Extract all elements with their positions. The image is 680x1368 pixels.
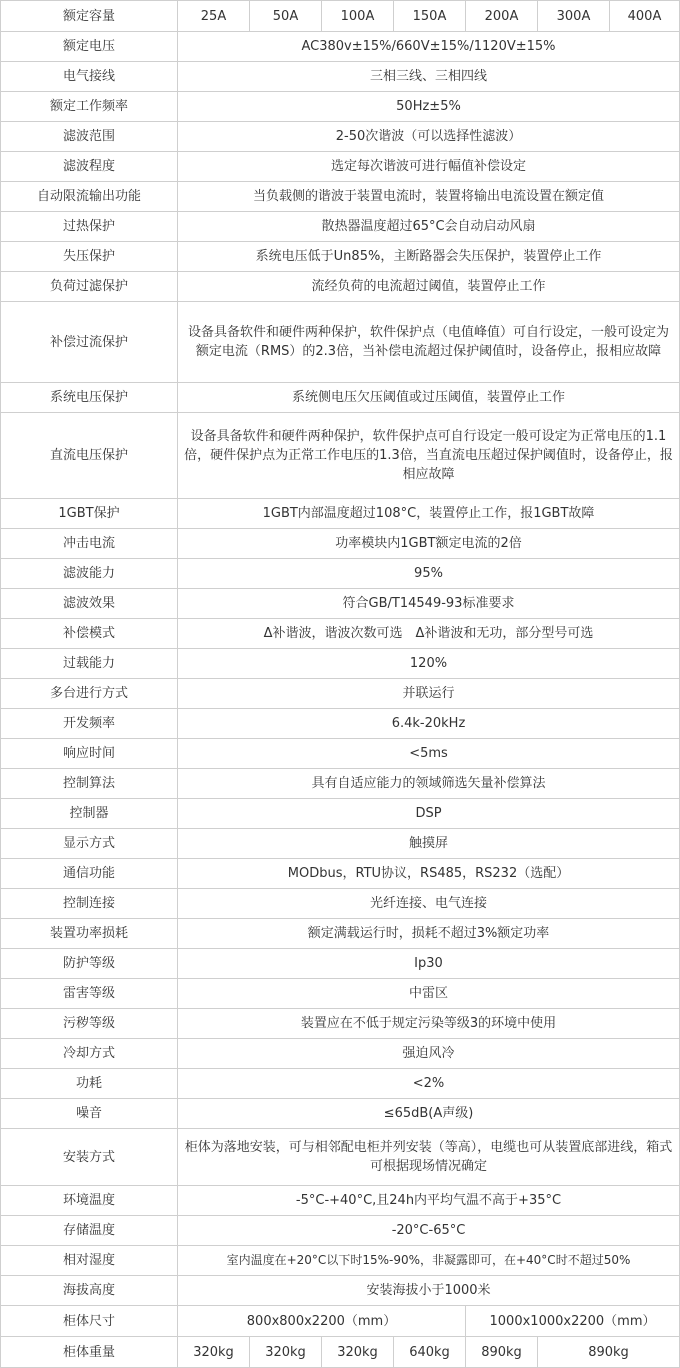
- spec-row: [1, 769, 680, 799]
- spec-value: 系统电压低于Un85%，主断路器会失压保护，装置停止工作: [178, 242, 680, 272]
- spec-row: [1, 383, 680, 413]
- spec-value: 额定满载运行时，损耗不超过3%额定功率: [178, 919, 680, 949]
- spec-row: [1, 649, 680, 679]
- spec-value: 强迫风冷: [178, 1039, 680, 1069]
- weight-value: 320kg: [250, 1337, 322, 1368]
- spec-label: 滤波范围: [1, 122, 178, 152]
- spec-value: 设备具备软件和硬件两种保护，软件保护点（电值峰值）可自行设定，一般可设定为额定电流（RMS）的2.3倍，当补偿电流超过保护阈值时，设备停止，报相应故障: [178, 302, 680, 383]
- spec-label: 海拔高度: [1, 1276, 178, 1306]
- spec-label: 响应时间: [1, 739, 178, 769]
- spec-label: 环境温度: [1, 1186, 178, 1216]
- spec-row: [1, 1246, 680, 1276]
- spec-value: 柜体为落地安装，可与相邻配电柜并列安装（等高），电缆也可从装置底部进线，箱式可根据现场情况确定: [178, 1129, 680, 1186]
- spec-row: [1, 889, 680, 919]
- spec-row: [1, 1216, 680, 1246]
- spec-label: 装置功率损耗: [1, 919, 178, 949]
- cabinet-size-label: 柜体尺寸: [1, 1306, 178, 1337]
- spec-label: 控制器: [1, 799, 178, 829]
- spec-row: [1, 589, 680, 619]
- spec-value: 50Hz±5%: [178, 92, 680, 122]
- spec-row: [1, 302, 680, 383]
- spec-label: 开发频率: [1, 709, 178, 739]
- spec-row: [1, 709, 680, 739]
- weight-value: 320kg: [178, 1337, 250, 1368]
- spec-value: Δ补谐波，谐波次数可选 Δ补谐波和无功，部分型号可选: [178, 619, 680, 649]
- spec-value: 120%: [178, 649, 680, 679]
- spec-value: 安装海拔小于1000米: [178, 1276, 680, 1306]
- spec-row: [1, 1039, 680, 1069]
- spec-value: 室内温度在+20°C以下时15%-90%，非凝露即可，在+40°C时不超过50%: [178, 1246, 680, 1276]
- weight-value: 890kg: [538, 1337, 680, 1368]
- spec-label: 防护等级: [1, 949, 178, 979]
- spec-row: [1, 1186, 680, 1216]
- spec-row: [1, 1009, 680, 1039]
- spec-label: 控制连接: [1, 889, 178, 919]
- spec-label: 冷却方式: [1, 1039, 178, 1069]
- capacity-value: 300A: [538, 1, 610, 32]
- cabinet-weight-label: 柜体重量: [1, 1337, 178, 1368]
- spec-label: 补偿模式: [1, 619, 178, 649]
- cabinet-weight-row: [1, 1337, 680, 1368]
- rated-capacity-label: 额定容量: [1, 1, 178, 32]
- spec-value: 光纤连接、电气连接: [178, 889, 680, 919]
- spec-label: 滤波效果: [1, 589, 178, 619]
- spec-value: -5°C-+40°C,且24h内平均气温不高于+35°C: [178, 1186, 680, 1216]
- spec-row: [1, 499, 680, 529]
- spec-label: 控制算法: [1, 769, 178, 799]
- spec-row: [1, 92, 680, 122]
- spec-value: 当负载侧的谐波于装置电流时，装置将输出电流设置在额定值: [178, 182, 680, 212]
- spec-value: AC380v±15%/660V±15%/1120V±15%: [178, 32, 680, 62]
- spec-row: [1, 242, 680, 272]
- spec-value: 符合GB/T14549-93标准要求: [178, 589, 680, 619]
- spec-row: [1, 1276, 680, 1306]
- spec-value: 具有自适应能力的领域筛选矢量补偿算法: [178, 769, 680, 799]
- spec-label: 额定电压: [1, 32, 178, 62]
- spec-label: 冲击电流: [1, 529, 178, 559]
- spec-label: 负荷过滤保护: [1, 272, 178, 302]
- capacity-value: 25A: [178, 1, 250, 32]
- spec-value: 流经负荷的电流超过阈值，装置停止工作: [178, 272, 680, 302]
- spec-label: 直流电压保护: [1, 413, 178, 499]
- spec-value: Ip30: [178, 949, 680, 979]
- spec-label: 自动限流输出功能: [1, 182, 178, 212]
- spec-row: [1, 799, 680, 829]
- spec-value: 6.4k-20kHz: [178, 709, 680, 739]
- spec-label: 失压保护: [1, 242, 178, 272]
- spec-label: 额定工作频率: [1, 92, 178, 122]
- spec-label: 污秽等级: [1, 1009, 178, 1039]
- weight-value: 320kg: [322, 1337, 394, 1368]
- spec-value: -20°C-65°C: [178, 1216, 680, 1246]
- spec-row: [1, 1069, 680, 1099]
- spec-row: [1, 559, 680, 589]
- cabinet-size-small: 800x800x2200（mm）: [178, 1306, 466, 1337]
- spec-value: 系统侧电压欠压阈值或过压阈值，装置停止工作: [178, 383, 680, 413]
- spec-row: [1, 182, 680, 212]
- spec-value: ≤65dB(A声级): [178, 1099, 680, 1129]
- spec-label: 存储温度: [1, 1216, 178, 1246]
- spec-row: [1, 859, 680, 889]
- cabinet-size-large: 1000x1000x2200（mm）: [466, 1306, 680, 1337]
- spec-row: [1, 62, 680, 92]
- weight-value: 640kg: [394, 1337, 466, 1368]
- spec-row: [1, 32, 680, 62]
- spec-value: 装置应在不低于规定污染等级3的环境中使用: [178, 1009, 680, 1039]
- spec-row: [1, 829, 680, 859]
- spec-value: 设备具备软件和硬件两种保护，软件保护点可自行设定一般可设定为正常电压的1.1倍，硬件保护点为正常工作电压的1.3倍，当直流电压超过保护阈值时，设备停止，报相应故障: [178, 413, 680, 499]
- capacity-value: 100A: [322, 1, 394, 32]
- spec-label: 多台进行方式: [1, 679, 178, 709]
- spec-row: [1, 1129, 680, 1186]
- spec-label: 补偿过流保护: [1, 302, 178, 383]
- spec-value: 三相三线、三相四线: [178, 62, 680, 92]
- spec-row: [1, 619, 680, 649]
- spec-value: DSP: [178, 799, 680, 829]
- spec-label: 过热保护: [1, 212, 178, 242]
- spec-label: 电气接线: [1, 62, 178, 92]
- spec-label: 安装方式: [1, 1129, 178, 1186]
- spec-label: 雷害等级: [1, 979, 178, 1009]
- spec-value: 散热器温度超过65°C会自动启动风扇: [178, 212, 680, 242]
- spec-row: [1, 949, 680, 979]
- spec-value: 2-50次谐波（可以选择性滤波）: [178, 122, 680, 152]
- spec-row: [1, 1099, 680, 1129]
- capacity-value: 50A: [250, 1, 322, 32]
- spec-row: [1, 739, 680, 769]
- spec-label: 过载能力: [1, 649, 178, 679]
- spec-value: 并联运行: [178, 679, 680, 709]
- spec-value: 95%: [178, 559, 680, 589]
- capacity-value: 150A: [394, 1, 466, 32]
- spec-label: 噪音: [1, 1099, 178, 1129]
- spec-value: 选定每次谐波可进行幅值补偿设定: [178, 152, 680, 182]
- cabinet-size-row: [1, 1306, 680, 1337]
- spec-label: 相对湿度: [1, 1246, 178, 1276]
- spec-row: [1, 152, 680, 182]
- capacity-value: 400A: [610, 1, 680, 32]
- spec-label: 显示方式: [1, 829, 178, 859]
- capacity-value: 200A: [466, 1, 538, 32]
- spec-value: MODbus，RTU协议，RS485，RS232（选配）: [178, 859, 680, 889]
- spec-row: [1, 679, 680, 709]
- spec-value: 1GBT内部温度超过108°C，装置停止工作，报1GBT故障: [178, 499, 680, 529]
- spec-value: <5ms: [178, 739, 680, 769]
- spec-label: 滤波程度: [1, 152, 178, 182]
- spec-row: [1, 529, 680, 559]
- spec-row: [1, 413, 680, 499]
- spec-row: [1, 212, 680, 242]
- spec-label: 功耗: [1, 1069, 178, 1099]
- spec-value: 功率模块内1GBT额定电流的2倍: [178, 529, 680, 559]
- spec-value: 触摸屏: [178, 829, 680, 859]
- spec-label: 滤波能力: [1, 559, 178, 589]
- weight-value: 890kg: [466, 1337, 538, 1368]
- spec-value: <2%: [178, 1069, 680, 1099]
- spec-label: 通信功能: [1, 859, 178, 889]
- spec-label: 系统电压保护: [1, 383, 178, 413]
- spec-row: [1, 122, 680, 152]
- spec-value: 中雷区: [178, 979, 680, 1009]
- spec-row: [1, 272, 680, 302]
- spec-label: 1GBT保护: [1, 499, 178, 529]
- spec-row: [1, 979, 680, 1009]
- rated-capacity-row: [1, 1, 680, 32]
- spec-row: [1, 919, 680, 949]
